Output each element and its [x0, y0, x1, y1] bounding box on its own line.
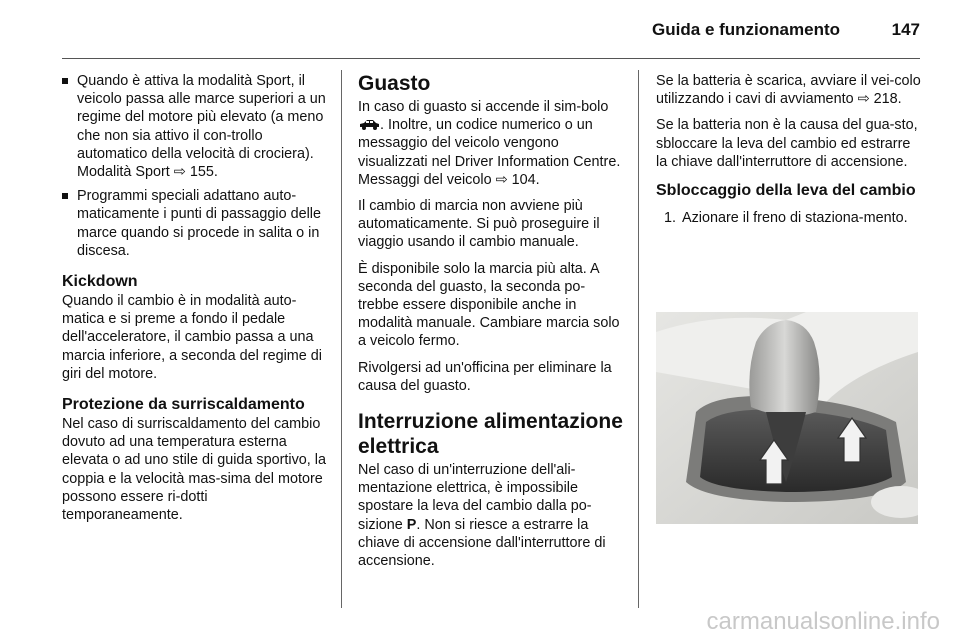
column-3	[656, 72, 922, 227]
sblocco-heading: Sbloccaggio della leva del cambio	[656, 182, 916, 200]
running-title: Guida e funzionamento	[652, 20, 840, 39]
column-divider-1	[341, 70, 342, 608]
column-1	[62, 72, 327, 532]
battery-paragraph-2: Se la batteria non è la causa del gua-sto, sbloccare la leva del cambio ed estrarre la chiave dall'interruttore di accensione.	[656, 117, 918, 170]
overheat-text: Nel caso di surriscaldamento del cambio dovuto ad una temperatura esterna elevata o ad uno stile di guida sportivo, la coppia e la velocità mas-sima del motore possono essere ri-dotti temporaneamente.	[62, 416, 326, 524]
guasto-paragraph-3: È disponibile solo la marcia più alta. A seconda del guasto, la seconda po-trebbe essere disponibile anche in modalità manuale. Cambiare marcia solo a veicolo fermo.	[358, 260, 620, 350]
page-header	[0, 0, 960, 58]
list-item: Programmi speciali adattano auto-maticamente i punti di passaggio delle marce quando si procede in salita o in discesa.	[62, 187, 327, 260]
watermark: carmanualsonline.info	[706, 608, 940, 635]
column-2	[358, 72, 624, 578]
gear-lever-illustration	[656, 312, 918, 524]
column-divider-2	[638, 70, 639, 608]
guasto-paragraph-2: Il cambio di marcia non avviene più automaticamente. Si può proseguire il viaggio usando il cambio manuale.	[358, 198, 600, 251]
interruzione-paragraph: Nel caso di un'interruzione dell'ali-mentazione elettrica, è impossibile spostare la leva del cambio dalla po-sizione P. Non si riesce a estrarre la chiave di accensione dall'interruttore di accensione.	[358, 462, 606, 570]
list-item: 1. Azionare il freno di staziona-mento.	[664, 210, 908, 227]
bullet-square-icon	[62, 193, 68, 199]
list-item: Quando è attiva la modalità Sport, il veicolo passa alle marce superiori a un regime del motore più elevato (a meno che non sia attivo il con-trollo automatico della velocità di crociera). Modalità Sport ⇨ 155.	[62, 72, 327, 181]
kickdown-heading: Kickdown	[62, 273, 138, 291]
transmission-car-icon	[358, 118, 380, 130]
kickdown-text: Quando il cambio è in modalità auto-matica e si preme a fondo il pedale dell'acceleratore, il cambio passa a una marcia inferiore, a seconda del regime di giri del motore.	[62, 293, 322, 382]
position-p-label: P	[406, 516, 417, 533]
header-rule	[62, 58, 920, 59]
interruzione-heading: Interruzione alimentazione elettrica	[358, 410, 623, 459]
overheat-heading: Protezione da surriscaldamento	[62, 396, 305, 414]
battery-paragraph-1: Se la batteria è scarica, avviare il vei-colo utilizzando i cavi di avviamento ⇨ 218.	[656, 73, 921, 108]
bullet-square-icon	[62, 78, 68, 84]
guasto-paragraph-1: In caso di guasto si accende il sim-bolo . Inoltre, un codice numerico o un messaggio del veicolo vengono visualizzati nel Driver Information Centre. Messaggi del veicolo ⇨ 104.	[358, 99, 621, 188]
page-number: 147	[891, 20, 920, 39]
gear-lever-photo	[656, 312, 918, 524]
guasto-paragraph-4: Rivolgersi ad un'officina per eliminare la causa del guasto.	[358, 359, 612, 394]
guasto-heading: Guasto	[358, 72, 431, 95]
